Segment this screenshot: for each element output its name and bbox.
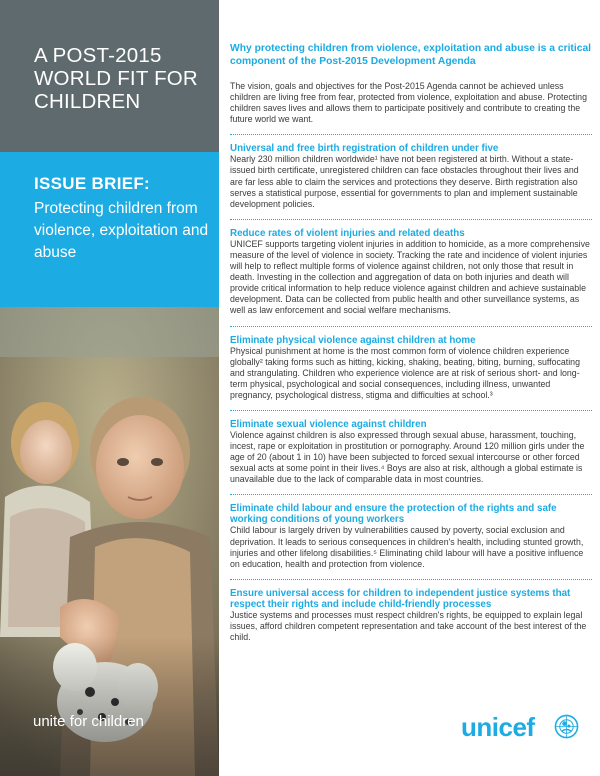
- issue-brief-panel: [0, 152, 219, 307]
- right-panel: [219, 0, 600, 776]
- issue-brief-label: ISSUE BRIEF:: [34, 174, 151, 193]
- section-heading: Eliminate child labour and ensure the protection of the rights and safe working conditions of young workers: [230, 503, 557, 526]
- intro-body: The vision, goals and objectives for the Post-2015 Agenda cannot be achieved unless children are living free from fear, protected from violence, exploitation and abuse. Protecting children saves lives and allows them to participate positively and contribute to creating the future world we want.: [230, 81, 587, 125]
- section-heading: Eliminate sexual violence against children: [230, 418, 427, 430]
- section-heading: Eliminate physical violence against children at home: [230, 334, 476, 346]
- section-body: Justice systems and processes must respect children's rights, be equipped to explain legal issues, afford children competent representation and take account of the best interest of the child.: [230, 609, 587, 642]
- section-child-labour: [230, 494, 592, 569]
- section-body: Nearly 230 million children worldwide¹ have not been registered at birth. Without a state-issued birth certificate, unregistered children can face obstacles throughout their lives and are far less able to claim the services and protections they deserve. Birth registration also serves a statistical purpose, essential for governments to plan and implement sustainable development policies.: [230, 154, 579, 209]
- unite-for-children-tagline: unite for children: [33, 713, 144, 730]
- unicef-wordmark: unicef: [461, 712, 535, 742]
- section-physical-violence: [230, 326, 592, 401]
- section-body: UNICEF supports targeting violent injuries in addition to homicide, as a more comprehensive measure of the level of violence in society. Tracking the rate and incidence of violent injuries will help to reflect multiple forms of violence against children, not only those that result in death. Investing in the collection and aggregation of data on both injuries and death will provide critical information to help reduce violence against children and achieve sustainable development. Data can be collected from public health and other surveillance systems, as well as law enforcement and social welfare mechanisms.: [230, 238, 590, 316]
- title-panel: [0, 0, 219, 152]
- section-sexual-violence: [230, 410, 592, 485]
- section-body: Violence against children is also expressed through sexual abuse, harassment, touching, incest, rape or exploitation in prostitution or pornography. Around 120 million girls under the age of 20 (about 1 in 10) have been subjected to forced sexual intercourse or other forced sexual acts at some point in their lives.⁴ Boys are also at risk, although a global estimate is unavailable due to the lack of comparable data in most countries.: [230, 429, 585, 485]
- children-photo: [0, 307, 219, 776]
- section-heading: Ensure universal access for children to independent justice systems that respect their rights and include child-friendly processes: [230, 587, 571, 610]
- intro-heading: Why protecting children from violence, exploitation and abuse is a critical component of the Post-2015 Development Agenda: [230, 43, 592, 67]
- section-heading: Universal and free birth registration of children under five: [230, 143, 499, 155]
- unicef-logo: [461, 712, 581, 742]
- unicef-emblem-icon: [554, 714, 579, 739]
- section-violent-injuries: [230, 219, 592, 317]
- main-content: [230, 43, 592, 643]
- issue-brief-subtitle: Protecting children from violence, exploitation and abuse: [34, 200, 209, 261]
- document-title: A POST-2015 WORLD FIT FOR CHILDREN: [34, 44, 198, 113]
- children-photo-illustration: [0, 307, 219, 776]
- section-justice-systems: [230, 579, 592, 643]
- section-birth-registration: [230, 134, 592, 209]
- left-panel: [0, 0, 219, 776]
- section-body: Physical punishment at home is the most common form of violence children experience globally² taking forms such as hitting, kicking, shaking, beating, biting, burning, suffocating and strangulating. Children who experience violence are at risk of serious short- and long-term physical, psychological and social consequences, including illness, unwanted pregnancy, psychological distress, stigma and difficulties at school.³: [230, 345, 580, 400]
- section-heading: Reduce rates of violent injuries and related deaths: [230, 227, 465, 239]
- section-body: Child labour is largely driven by vulnerabilities caused by poverty, social exclusion and deprivation. It leads to serious consequences in children's health, including stunted growth, injuries and other lifelong disabilities.⁵ Eliminating child labour will have a positive influence on education, health and protection from violence.: [230, 525, 584, 569]
